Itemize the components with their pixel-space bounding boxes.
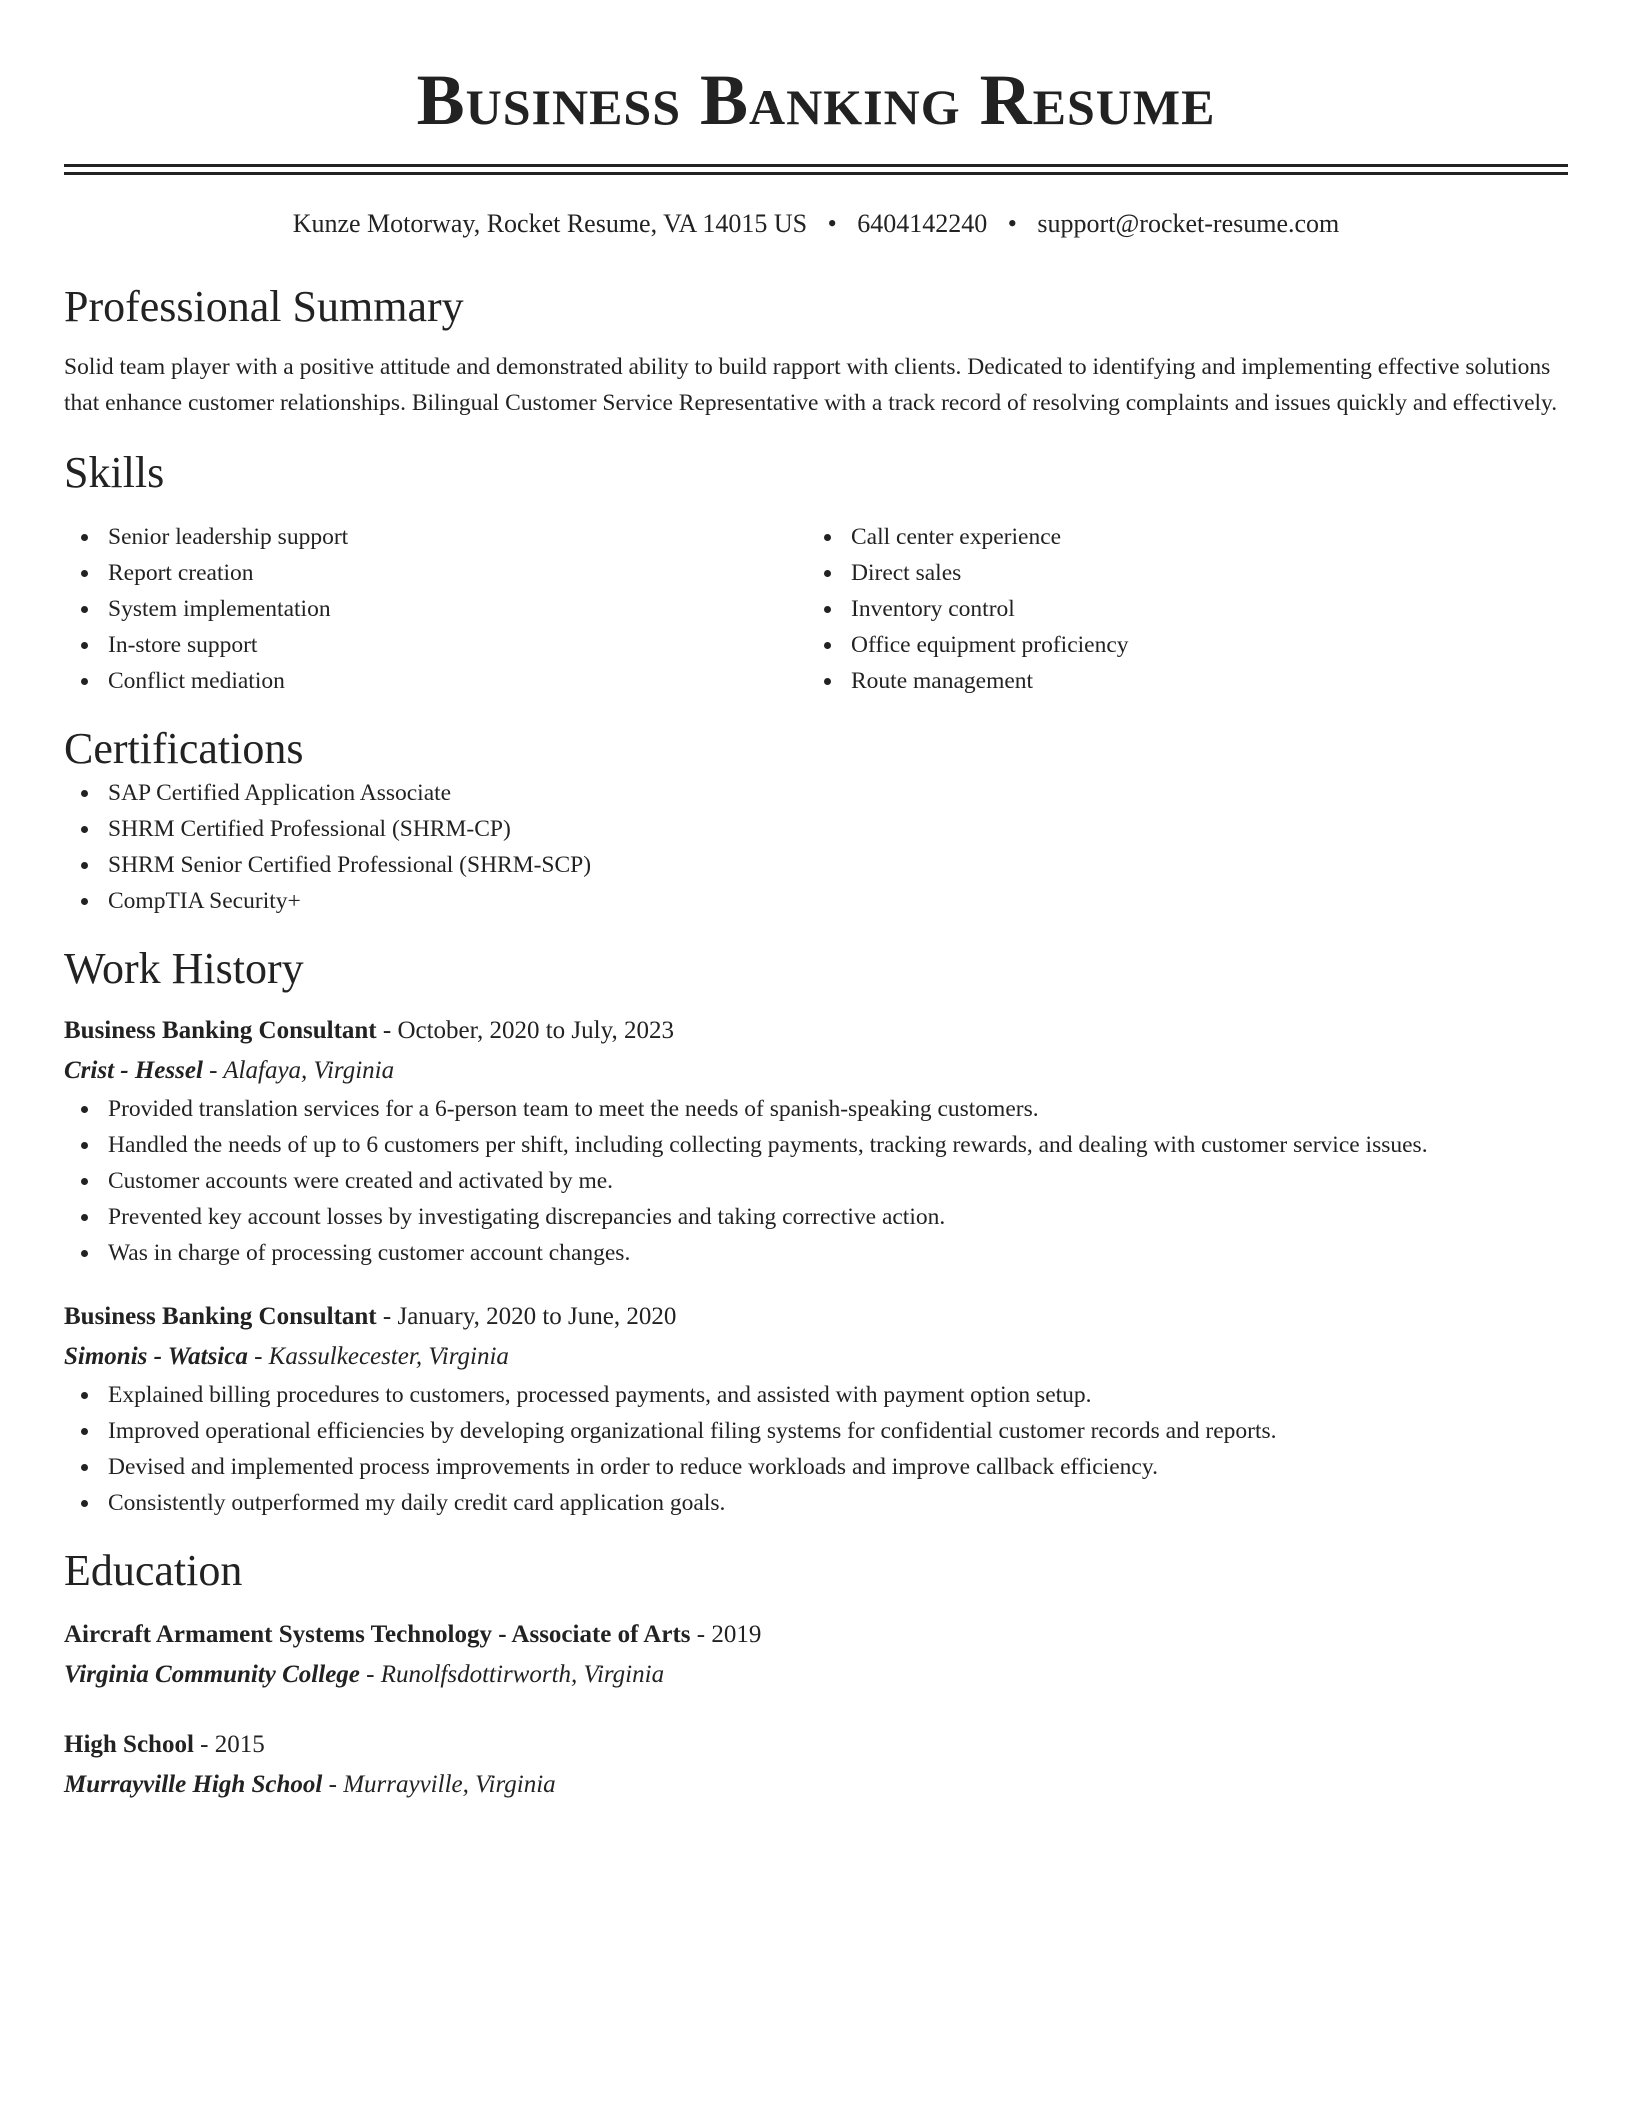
job-duty-item: Consistently outperformed my daily credit card application goals.: [64, 1485, 1568, 1521]
contact-line: [64, 209, 1568, 239]
skill-item: Senior leadership support: [64, 519, 807, 555]
certification-item: SHRM Senior Certified Professional (SHRM-SCP): [64, 847, 1568, 883]
certification-item: SHRM Certified Professional (SHRM-CP): [64, 811, 1568, 847]
job-location: - Kassulkecester, Virginia: [247, 1343, 509, 1370]
education-institution: [64, 1655, 1568, 1695]
job-duty-item: Customer accounts were created and activated by me.: [64, 1163, 1568, 1199]
title-divider-top: [64, 164, 1568, 167]
resume-title: Business Banking Resume: [416, 60, 1216, 140]
job-duty-item: Devised and implemented process improvements in order to reduce workloads and improve callback efficiency.: [64, 1449, 1568, 1485]
job-duty-item: Provided translation services for a 6-person team to meet the needs of spanish-speaking customers.: [64, 1091, 1568, 1127]
job-duty-item: Explained billing procedures to customers, processed payments, and assisted with payment option setup.: [64, 1377, 1568, 1413]
job-employer: [64, 1337, 1568, 1377]
job-location: - Alafaya, Virginia: [202, 1057, 395, 1084]
education-year: - 2015: [193, 1731, 265, 1758]
job-title: Business Banking Consultant: [64, 1303, 377, 1330]
education-degree: Aircraft Armament Systems Technology - Associate of Arts: [64, 1621, 691, 1648]
education-school: Murrayville High School: [64, 1771, 323, 1798]
job-header: [64, 1297, 1568, 1337]
skill-item: Call center experience: [807, 519, 1550, 555]
skills-list-right: [807, 519, 1550, 699]
education-degree: High School: [64, 1731, 194, 1758]
contact-separator: •: [827, 209, 837, 238]
job-dates: - October, 2020 to July, 2023: [376, 1017, 674, 1044]
education-school: Virginia Community College: [64, 1661, 360, 1688]
job-header: [64, 1011, 1568, 1051]
skills-heading: Skills: [64, 448, 165, 497]
skill-item: Route management: [807, 663, 1550, 699]
skill-item: Direct sales: [807, 555, 1550, 591]
skill-item: System implementation: [64, 591, 807, 627]
skill-item: Conflict mediation: [64, 663, 807, 699]
job-duty-item: Was in charge of processing customer account changes.: [64, 1235, 1568, 1271]
title-divider-bottom: [64, 172, 1568, 175]
skills-list-left: [64, 519, 807, 699]
education-year: - 2019: [690, 1621, 762, 1648]
job-duties-list: [64, 1377, 1568, 1521]
skill-item: Inventory control: [807, 591, 1550, 627]
job-duties-list: [64, 1091, 1568, 1271]
job-company: Crist - Hessel: [64, 1057, 203, 1084]
summary-heading: Professional Summary: [64, 282, 464, 331]
contact-address: Kunze Motorway, Rocket Resume, VA 14015 US: [292, 209, 808, 238]
education-location: - Murrayville, Virginia: [322, 1771, 556, 1798]
job-duty-item: Improved operational efficiencies by developing organizational filing systems for confidential customer records and reports.: [64, 1413, 1568, 1449]
skill-item: In-store support: [64, 627, 807, 663]
certifications-heading: Certifications: [64, 724, 304, 773]
contact-email: support@rocket-resume.com: [1037, 209, 1340, 238]
skills-grid: [64, 519, 1568, 699]
skill-item: Report creation: [64, 555, 807, 591]
contact-phone: 6404142240: [857, 209, 988, 238]
education-heading: Education: [64, 1546, 243, 1595]
contact-separator: •: [1007, 209, 1017, 238]
education-header: [64, 1725, 1568, 1765]
job-dates: - January, 2020 to June, 2020: [376, 1303, 677, 1330]
certification-item: CompTIA Security+: [64, 883, 1568, 919]
job-employer: [64, 1051, 1568, 1091]
education-institution: [64, 1765, 1568, 1805]
education-header: [64, 1615, 1568, 1655]
job-title: Business Banking Consultant: [64, 1017, 377, 1044]
work-history-heading: Work History: [64, 944, 304, 993]
job-duty-item: Handled the needs of up to 6 customers per shift, including collecting payments, tracking rewards, and dealing with customer service issues.: [64, 1127, 1568, 1163]
summary-text: Solid team player with a positive attitude and demonstrated ability to build rapport with clients. Dedicated to identifying and implementing effective solutions that enhance customer relationships. Bilingual Customer Service Representative with a track record of resolving complaints and issues quickly and effectively.: [64, 354, 1558, 416]
skills-column-left: [64, 519, 807, 699]
certification-item: SAP Certified Application Associate: [64, 775, 1568, 811]
job-company: Simonis - Watsica: [64, 1343, 248, 1370]
certifications-list: [64, 775, 1568, 919]
skill-item: Office equipment proficiency: [807, 627, 1550, 663]
education-location: - Runolfsdottirworth, Virginia: [359, 1661, 665, 1688]
skills-column-right: [807, 519, 1550, 699]
job-duty-item: Prevented key account losses by investigating discrepancies and taking corrective action.: [64, 1199, 1568, 1235]
